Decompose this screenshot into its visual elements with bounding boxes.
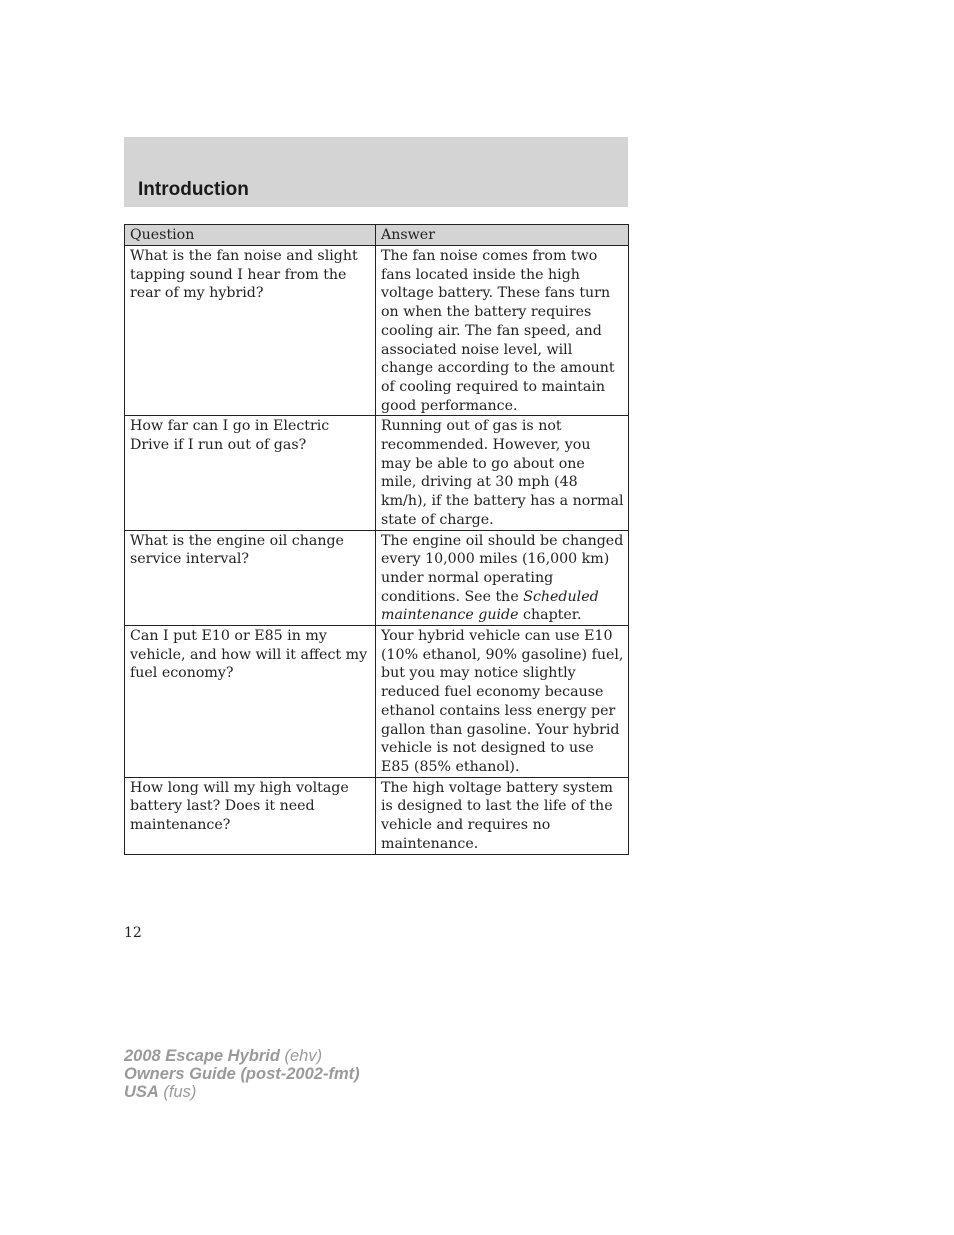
answer-text: The engine oil should be changed every 10,000 miles (16,000 km) under normal operating conditions. See the (381, 532, 624, 605)
qa-table (124, 224, 629, 855)
section-title: Introduction (138, 179, 249, 200)
answer-cell: The high voltage battery system is designed to last the life of the vehicle and requires no maintenance. (376, 777, 629, 854)
table-row (125, 416, 629, 530)
answer-cell (376, 530, 629, 626)
column-header-answer: Answer (376, 225, 629, 246)
footer-line-1 (124, 1047, 360, 1065)
table-row (125, 246, 629, 416)
footer-line-3 (124, 1083, 360, 1101)
table-row (125, 777, 629, 854)
answer-cell: Your hybrid vehicle can use E10 (10% ethanol, 90% gasoline) fuel, but you may notice slightly reduced fuel economy because ethanol contains less energy per gallon than gasoline. Your hybrid vehicle is not designed to use E85 (85% ethanol). (376, 626, 629, 778)
chapter-reference: Scheduled maintenance guide (381, 588, 599, 624)
answer-text: chapter. (518, 607, 582, 624)
footer-model: 2008 Escape Hybrid (124, 1047, 280, 1065)
question-cell: How long will my high voltage battery last? Does it need maintenance? (125, 777, 376, 854)
answer-cell: Running out of gas is not recommended. However, you may be able to go about one mile, driving at 30 mph (48 km/h), if the battery has a normal state of charge. (376, 416, 629, 530)
footer-market: USA (124, 1083, 159, 1101)
question-cell: Can I put E10 or E85 in my vehicle, and how will it affect my fuel economy? (125, 626, 376, 778)
column-header-question: Question (125, 225, 376, 246)
question-cell: What is the fan noise and slight tapping sound I hear from the rear of my hybrid? (125, 246, 376, 416)
table-row (125, 530, 629, 626)
footer-model-code: (ehv) (279, 1047, 323, 1065)
question-cell: How far can I go in Electric Drive if I run out of gas? (125, 416, 376, 530)
page-number: 12 (124, 925, 142, 941)
footer-line-2 (124, 1065, 360, 1083)
footer-guide: Owners Guide (post-2002-fmt) (124, 1065, 360, 1083)
question-cell: What is the engine oil change service interval? (125, 530, 376, 626)
footer-market-code: (fus) (158, 1083, 197, 1101)
table-header-row (125, 225, 629, 246)
table-row (125, 626, 629, 778)
document-footer (124, 1047, 360, 1101)
answer-cell: The fan noise comes from two fans located inside the high voltage battery. These fans turn on when the battery requires cooling air. The fan speed, and associated noise level, will change according to the amount of cooling required to maintain good performance. (376, 246, 629, 416)
section-header-band (124, 137, 628, 207)
